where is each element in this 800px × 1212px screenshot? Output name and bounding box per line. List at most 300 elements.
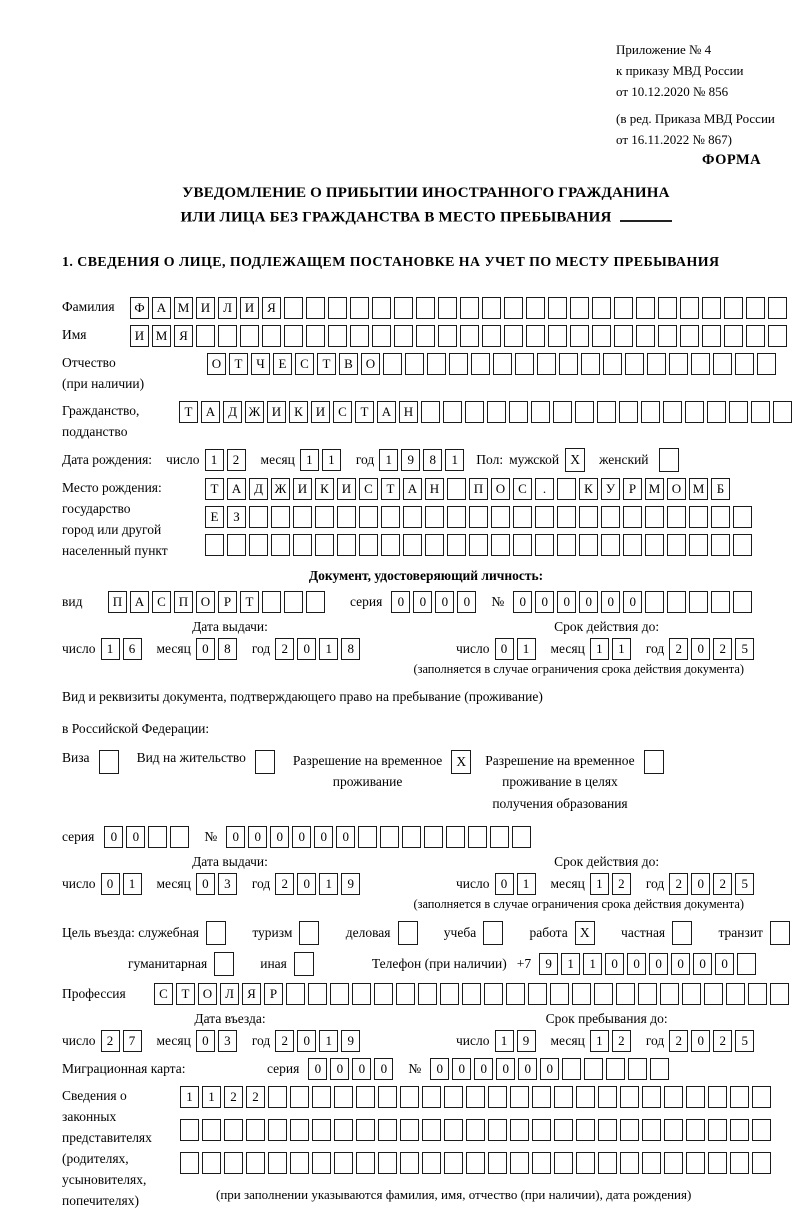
form-cell[interactable]: [614, 297, 633, 319]
form-cell[interactable]: [548, 297, 567, 319]
form-cell[interactable]: А: [201, 401, 220, 423]
form-cell[interactable]: И: [293, 478, 312, 500]
form-cell[interactable]: [240, 325, 259, 347]
form-cell[interactable]: [620, 1152, 639, 1174]
form-cell[interactable]: [488, 1152, 507, 1174]
form-cell[interactable]: 0: [474, 1058, 493, 1080]
form-cell[interactable]: [636, 325, 655, 347]
form-cell[interactable]: [773, 401, 792, 423]
form-cell[interactable]: Ж: [271, 478, 290, 500]
form-cell[interactable]: П: [174, 591, 193, 613]
form-cell[interactable]: 8: [341, 638, 360, 660]
form-cell[interactable]: 0: [101, 873, 120, 895]
form-cell[interactable]: 0: [605, 953, 624, 975]
form-cell[interactable]: Т: [179, 401, 198, 423]
form-cell[interactable]: [383, 353, 402, 375]
form-cell[interactable]: [491, 506, 510, 528]
form-cell[interactable]: К: [315, 478, 334, 500]
form-cell[interactable]: 1: [495, 1030, 514, 1052]
form-cell[interactable]: [557, 478, 576, 500]
form-cell[interactable]: Е: [273, 353, 292, 375]
form-cell[interactable]: [658, 325, 677, 347]
form-cell[interactable]: [685, 401, 704, 423]
form-cell[interactable]: Я: [242, 983, 261, 1005]
form-cell[interactable]: [598, 1152, 617, 1174]
form-cell[interactable]: 2: [669, 873, 688, 895]
form-cell[interactable]: [724, 297, 743, 319]
form-cell[interactable]: .: [535, 478, 554, 500]
form-cell[interactable]: [170, 826, 189, 848]
form-cell[interactable]: 0: [297, 1030, 316, 1052]
form-cell[interactable]: [669, 353, 688, 375]
form-cell[interactable]: 2: [713, 873, 732, 895]
form-cell[interactable]: [707, 401, 726, 423]
form-cell[interactable]: [691, 353, 710, 375]
form-cell[interactable]: [645, 506, 664, 528]
form-cell[interactable]: [471, 353, 490, 375]
form-cell[interactable]: [356, 1086, 375, 1108]
form-cell[interactable]: [603, 353, 622, 375]
form-cell[interactable]: [202, 1152, 221, 1174]
form-cell[interactable]: 0: [518, 1058, 537, 1080]
form-cell[interactable]: [713, 353, 732, 375]
form-cell[interactable]: [449, 353, 468, 375]
form-cell[interactable]: [484, 983, 503, 1005]
form-cell[interactable]: [422, 1152, 441, 1174]
form-cell[interactable]: [444, 1152, 463, 1174]
form-cell[interactable]: [625, 353, 644, 375]
form-cell[interactable]: [468, 826, 487, 848]
form-cell[interactable]: [293, 506, 312, 528]
form-cell[interactable]: 2: [275, 638, 294, 660]
form-cell[interactable]: [381, 506, 400, 528]
form-cell[interactable]: [290, 1152, 309, 1174]
form-cell[interactable]: Р: [623, 478, 642, 500]
form-cell[interactable]: [711, 534, 730, 556]
form-cell[interactable]: [402, 826, 421, 848]
form-cell[interactable]: 9: [401, 449, 420, 471]
form-cell[interactable]: [380, 826, 399, 848]
form-cell[interactable]: [664, 1086, 683, 1108]
form-cell[interactable]: [284, 297, 303, 319]
form-cell[interactable]: 9: [539, 953, 558, 975]
form-cell[interactable]: [642, 1152, 661, 1174]
form-cell[interactable]: 1: [561, 953, 580, 975]
form-cell[interactable]: [462, 983, 481, 1005]
form-cell[interactable]: [328, 297, 347, 319]
form-cell[interactable]: [488, 1086, 507, 1108]
form-cell[interactable]: [619, 401, 638, 423]
form-cell[interactable]: 8: [218, 638, 237, 660]
temp-residence-edu-checkbox[interactable]: [644, 750, 664, 774]
form-cell[interactable]: [576, 1152, 595, 1174]
form-cell[interactable]: 1: [319, 1030, 338, 1052]
form-cell[interactable]: 0: [715, 953, 734, 975]
form-cell[interactable]: [460, 297, 479, 319]
form-cell[interactable]: Ф: [130, 297, 149, 319]
form-cell[interactable]: 0: [691, 873, 710, 895]
form-cell[interactable]: [488, 1119, 507, 1141]
form-cell[interactable]: 0: [535, 591, 554, 613]
form-cell[interactable]: [689, 534, 708, 556]
form-cell[interactable]: [315, 506, 334, 528]
form-cell[interactable]: [262, 325, 281, 347]
form-cell[interactable]: 0: [540, 1058, 559, 1080]
residence-permit-checkbox[interactable]: [255, 750, 275, 774]
form-cell[interactable]: [642, 1119, 661, 1141]
form-cell[interactable]: [509, 401, 528, 423]
form-cell[interactable]: [579, 534, 598, 556]
form-cell[interactable]: [581, 353, 600, 375]
form-cell[interactable]: 1: [379, 449, 398, 471]
form-cell[interactable]: [702, 325, 721, 347]
form-cell[interactable]: [616, 983, 635, 1005]
form-cell[interactable]: 1: [202, 1086, 221, 1108]
form-cell[interactable]: 2: [612, 873, 631, 895]
form-cell[interactable]: 5: [735, 873, 754, 895]
form-cell[interactable]: [444, 1086, 463, 1108]
form-cell[interactable]: Д: [249, 478, 268, 500]
form-cell[interactable]: О: [207, 353, 226, 375]
form-cell[interactable]: [757, 353, 776, 375]
form-cell[interactable]: [202, 1119, 221, 1141]
form-cell[interactable]: [148, 826, 167, 848]
form-cell[interactable]: 0: [693, 953, 712, 975]
form-cell[interactable]: [570, 325, 589, 347]
form-cell[interactable]: А: [377, 401, 396, 423]
form-cell[interactable]: Я: [174, 325, 193, 347]
form-cell[interactable]: [594, 983, 613, 1005]
form-cell[interactable]: Л: [220, 983, 239, 1005]
form-cell[interactable]: [606, 1058, 625, 1080]
form-cell[interactable]: [638, 983, 657, 1005]
form-cell[interactable]: 0: [557, 591, 576, 613]
purpose-private-checkbox[interactable]: [672, 921, 692, 945]
form-cell[interactable]: [416, 297, 435, 319]
form-cell[interactable]: [708, 1119, 727, 1141]
form-cell[interactable]: М: [645, 478, 664, 500]
purpose-business-checkbox[interactable]: [398, 921, 418, 945]
form-cell[interactable]: И: [196, 297, 215, 319]
form-cell[interactable]: [246, 1119, 265, 1141]
form-cell[interactable]: 0: [452, 1058, 471, 1080]
form-cell[interactable]: 0: [270, 826, 289, 848]
form-cell[interactable]: Б: [711, 478, 730, 500]
form-cell[interactable]: О: [198, 983, 217, 1005]
form-cell[interactable]: [312, 1086, 331, 1108]
form-cell[interactable]: [438, 325, 457, 347]
form-cell[interactable]: [312, 1152, 331, 1174]
form-cell[interactable]: 1: [319, 638, 338, 660]
form-cell[interactable]: 0: [391, 591, 410, 613]
form-cell[interactable]: [405, 353, 424, 375]
form-cell[interactable]: 0: [352, 1058, 371, 1080]
form-cell[interactable]: 1: [583, 953, 602, 975]
form-cell[interactable]: 0: [297, 873, 316, 895]
form-cell[interactable]: [425, 534, 444, 556]
form-cell[interactable]: 5: [735, 1030, 754, 1052]
form-cell[interactable]: [180, 1119, 199, 1141]
form-cell[interactable]: Н: [425, 478, 444, 500]
form-cell[interactable]: [447, 478, 466, 500]
form-cell[interactable]: 1: [590, 1030, 609, 1052]
form-cell[interactable]: [359, 506, 378, 528]
form-cell[interactable]: [284, 591, 303, 613]
form-cell[interactable]: 0: [623, 591, 642, 613]
form-cell[interactable]: 0: [457, 591, 476, 613]
form-cell[interactable]: Е: [205, 506, 224, 528]
form-cell[interactable]: [645, 534, 664, 556]
form-cell[interactable]: [446, 826, 465, 848]
form-cell[interactable]: 0: [330, 1058, 349, 1080]
form-cell[interactable]: 0: [691, 638, 710, 660]
form-cell[interactable]: 1: [612, 638, 631, 660]
form-cell[interactable]: В: [339, 353, 358, 375]
form-cell[interactable]: С: [154, 983, 173, 1005]
form-cell[interactable]: [751, 401, 770, 423]
form-cell[interactable]: 3: [218, 1030, 237, 1052]
form-cell[interactable]: [465, 401, 484, 423]
form-cell[interactable]: 0: [336, 826, 355, 848]
form-cell[interactable]: [440, 983, 459, 1005]
form-cell[interactable]: 2: [227, 449, 246, 471]
form-cell[interactable]: [592, 325, 611, 347]
form-cell[interactable]: [400, 1152, 419, 1174]
form-cell[interactable]: [601, 534, 620, 556]
form-cell[interactable]: [532, 1152, 551, 1174]
form-cell[interactable]: 1: [101, 638, 120, 660]
form-cell[interactable]: [645, 591, 664, 613]
form-cell[interactable]: [535, 506, 554, 528]
form-cell[interactable]: С: [152, 591, 171, 613]
form-cell[interactable]: 0: [196, 638, 215, 660]
form-cell[interactable]: [328, 325, 347, 347]
form-cell[interactable]: И: [240, 297, 259, 319]
purpose-transit-checkbox[interactable]: [770, 921, 790, 945]
form-cell[interactable]: О: [491, 478, 510, 500]
purpose-tourism-checkbox[interactable]: [299, 921, 319, 945]
form-cell[interactable]: [378, 1086, 397, 1108]
form-cell[interactable]: [729, 401, 748, 423]
form-cell[interactable]: [482, 325, 501, 347]
form-cell[interactable]: [416, 325, 435, 347]
form-cell[interactable]: [227, 534, 246, 556]
form-cell[interactable]: [711, 591, 730, 613]
form-cell[interactable]: [403, 534, 422, 556]
form-cell[interactable]: [290, 1119, 309, 1141]
form-cell[interactable]: [752, 1086, 771, 1108]
form-cell[interactable]: [667, 591, 686, 613]
form-cell[interactable]: Р: [218, 591, 237, 613]
form-cell[interactable]: [513, 534, 532, 556]
form-cell[interactable]: 5: [735, 638, 754, 660]
form-cell[interactable]: [504, 325, 523, 347]
form-cell[interactable]: 0: [196, 873, 215, 895]
form-cell[interactable]: [293, 534, 312, 556]
form-cell[interactable]: [663, 401, 682, 423]
form-cell[interactable]: 0: [314, 826, 333, 848]
form-cell[interactable]: [396, 983, 415, 1005]
form-cell[interactable]: 0: [104, 826, 123, 848]
form-cell[interactable]: П: [108, 591, 127, 613]
form-cell[interactable]: [510, 1152, 529, 1174]
form-cell[interactable]: Л: [218, 297, 237, 319]
form-cell[interactable]: 1: [517, 873, 536, 895]
form-cell[interactable]: [667, 506, 686, 528]
form-cell[interactable]: Т: [176, 983, 195, 1005]
form-cell[interactable]: [658, 297, 677, 319]
form-cell[interactable]: [422, 1119, 441, 1141]
form-cell[interactable]: 0: [297, 638, 316, 660]
form-cell[interactable]: 2: [669, 638, 688, 660]
sex-female-checkbox[interactable]: [659, 448, 679, 472]
form-cell[interactable]: [421, 401, 440, 423]
form-cell[interactable]: 0: [292, 826, 311, 848]
form-cell[interactable]: 0: [579, 591, 598, 613]
form-cell[interactable]: [554, 1152, 573, 1174]
form-cell[interactable]: [394, 297, 413, 319]
form-cell[interactable]: [647, 353, 666, 375]
form-cell[interactable]: [535, 534, 554, 556]
form-cell[interactable]: 0: [496, 1058, 515, 1080]
form-cell[interactable]: [562, 1058, 581, 1080]
form-cell[interactable]: [443, 401, 462, 423]
form-cell[interactable]: [466, 1086, 485, 1108]
form-cell[interactable]: [576, 1119, 595, 1141]
form-cell[interactable]: [493, 353, 512, 375]
visa-checkbox[interactable]: [99, 750, 119, 774]
form-cell[interactable]: 1: [180, 1086, 199, 1108]
form-cell[interactable]: 0: [495, 873, 514, 895]
form-cell[interactable]: Т: [229, 353, 248, 375]
form-cell[interactable]: [506, 983, 525, 1005]
form-cell[interactable]: [550, 983, 569, 1005]
form-cell[interactable]: Д: [223, 401, 242, 423]
form-cell[interactable]: [372, 297, 391, 319]
form-cell[interactable]: К: [289, 401, 308, 423]
form-cell[interactable]: М: [174, 297, 193, 319]
form-cell[interactable]: [682, 983, 701, 1005]
form-cell[interactable]: [512, 826, 531, 848]
form-cell[interactable]: [689, 506, 708, 528]
form-cell[interactable]: [418, 983, 437, 1005]
form-cell[interactable]: М: [689, 478, 708, 500]
form-cell[interactable]: О: [196, 591, 215, 613]
form-cell[interactable]: [268, 1086, 287, 1108]
form-cell[interactable]: [403, 506, 422, 528]
form-cell[interactable]: [592, 297, 611, 319]
form-cell[interactable]: 0: [513, 591, 532, 613]
form-cell[interactable]: 1: [517, 638, 536, 660]
form-cell[interactable]: [584, 1058, 603, 1080]
form-cell[interactable]: С: [295, 353, 314, 375]
form-cell[interactable]: [224, 1119, 243, 1141]
form-cell[interactable]: 1: [319, 873, 338, 895]
form-cell[interactable]: [425, 506, 444, 528]
form-cell[interactable]: [667, 534, 686, 556]
form-cell[interactable]: [664, 1119, 683, 1141]
form-cell[interactable]: [381, 534, 400, 556]
form-cell[interactable]: [686, 1119, 705, 1141]
form-cell[interactable]: [537, 353, 556, 375]
form-cell[interactable]: [469, 534, 488, 556]
form-cell[interactable]: [597, 401, 616, 423]
form-cell[interactable]: [554, 1119, 573, 1141]
form-cell[interactable]: [528, 983, 547, 1005]
form-cell[interactable]: [641, 401, 660, 423]
form-cell[interactable]: 9: [517, 1030, 536, 1052]
form-cell[interactable]: Т: [381, 478, 400, 500]
form-cell[interactable]: [702, 297, 721, 319]
form-cell[interactable]: [447, 534, 466, 556]
form-cell[interactable]: [490, 826, 509, 848]
form-cell[interactable]: [286, 983, 305, 1005]
form-cell[interactable]: [752, 1152, 771, 1174]
form-cell[interactable]: [730, 1152, 749, 1174]
form-cell[interactable]: 0: [671, 953, 690, 975]
form-cell[interactable]: С: [333, 401, 352, 423]
form-cell[interactable]: Ч: [251, 353, 270, 375]
form-cell[interactable]: [515, 353, 534, 375]
form-cell[interactable]: [650, 1058, 669, 1080]
form-cell[interactable]: Т: [317, 353, 336, 375]
purpose-work-checkbox[interactable]: X: [575, 921, 595, 945]
form-cell[interactable]: [737, 953, 756, 975]
form-cell[interactable]: Ж: [245, 401, 264, 423]
form-cell[interactable]: [308, 983, 327, 1005]
form-cell[interactable]: [337, 534, 356, 556]
form-cell[interactable]: [378, 1119, 397, 1141]
form-cell[interactable]: [306, 297, 325, 319]
form-cell[interactable]: С: [513, 478, 532, 500]
form-cell[interactable]: [575, 401, 594, 423]
form-cell[interactable]: [427, 353, 446, 375]
form-cell[interactable]: Т: [205, 478, 224, 500]
form-cell[interactable]: 0: [308, 1058, 327, 1080]
form-cell[interactable]: [601, 506, 620, 528]
form-cell[interactable]: [554, 1086, 573, 1108]
form-cell[interactable]: [374, 983, 393, 1005]
form-cell[interactable]: 1: [445, 449, 464, 471]
form-cell[interactable]: [686, 1086, 705, 1108]
form-cell[interactable]: Н: [399, 401, 418, 423]
form-cell[interactable]: [730, 1086, 749, 1108]
form-cell[interactable]: [553, 401, 572, 423]
form-cell[interactable]: И: [311, 401, 330, 423]
form-cell[interactable]: [557, 534, 576, 556]
form-cell[interactable]: 2: [101, 1030, 120, 1052]
form-cell[interactable]: 2: [713, 638, 732, 660]
form-cell[interactable]: [746, 297, 765, 319]
form-cell[interactable]: [444, 1119, 463, 1141]
form-cell[interactable]: [271, 506, 290, 528]
form-cell[interactable]: 7: [123, 1030, 142, 1052]
form-cell[interactable]: 0: [248, 826, 267, 848]
form-cell[interactable]: 0: [691, 1030, 710, 1052]
form-cell[interactable]: [526, 297, 545, 319]
form-cell[interactable]: [623, 506, 642, 528]
form-cell[interactable]: [548, 325, 567, 347]
form-cell[interactable]: [768, 325, 787, 347]
form-cell[interactable]: 1: [590, 638, 609, 660]
form-cell[interactable]: [306, 325, 325, 347]
form-cell[interactable]: [224, 1152, 243, 1174]
form-cell[interactable]: [180, 1152, 199, 1174]
form-cell[interactable]: [735, 353, 754, 375]
form-cell[interactable]: [504, 297, 523, 319]
form-cell[interactable]: Я: [262, 297, 281, 319]
form-cell[interactable]: [570, 297, 589, 319]
